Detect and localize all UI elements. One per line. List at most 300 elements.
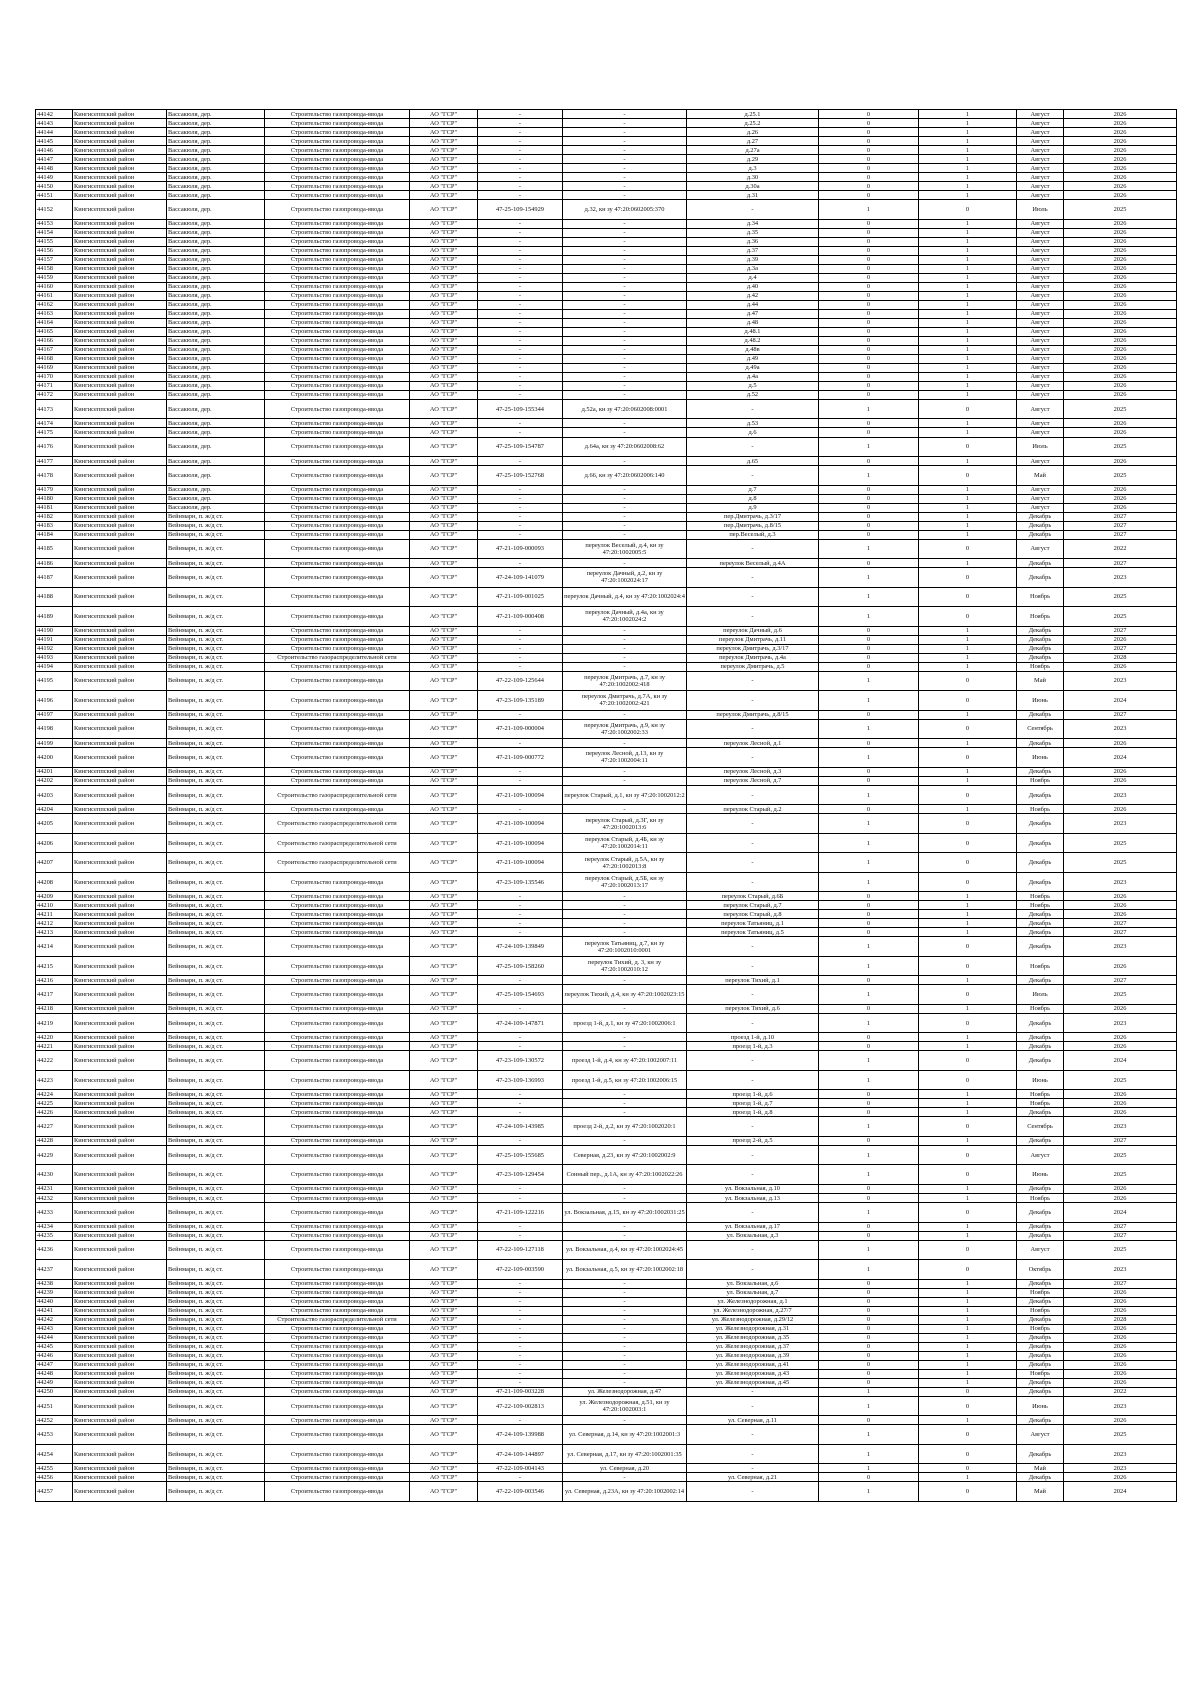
cell-row-number: 44169 — [36, 363, 73, 372]
cell-organization: АО "ГСР" — [410, 1070, 478, 1090]
table-row — [36, 1288, 1177, 1297]
cell-application-number: - — [478, 173, 563, 182]
cell-address: д.44 — [687, 300, 819, 309]
cell-row-number: 44168 — [36, 354, 73, 363]
cell-count-b: 1 — [919, 309, 1017, 318]
cell-year: 2023 — [1064, 719, 1177, 739]
cell-district: Кингисеппский район — [73, 155, 167, 164]
cell-settlement: Вейнмарн, п. ж/д ст. — [167, 1416, 265, 1425]
cell-application-number: - — [478, 219, 563, 228]
cell-count-a: 0 — [819, 919, 919, 928]
cell-settlement: Вассакюля, дер. — [167, 291, 265, 300]
cell-count-b: 1 — [919, 264, 1017, 273]
cell-count-b: 1 — [919, 1279, 1017, 1288]
cell-organization: АО "ГСР" — [410, 1360, 478, 1369]
cell-organization: АО "ГСР" — [410, 748, 478, 768]
cell-count-a: 1 — [819, 833, 919, 853]
cell-address-cadastral: - — [563, 919, 687, 928]
cell-count-b: 0 — [919, 1203, 1017, 1223]
cell-work-type: Строительство газопровода-ввода — [265, 1165, 410, 1185]
cell-organization: АО "ГСР" — [410, 428, 478, 437]
cell-application-number: 47-22-109-125644 — [478, 671, 563, 691]
cell-address-cadastral: - — [563, 237, 687, 246]
cell-address: д.27а — [687, 146, 819, 155]
cell-application-number: 47-21-109-000772 — [478, 748, 563, 768]
cell-address: - — [687, 671, 819, 691]
cell-application-number: 47-24-109-143985 — [478, 1117, 563, 1137]
cell-settlement: Вассакюля, дер. — [167, 466, 265, 486]
cell-work-type: Строительство газопровода-ввода — [265, 521, 410, 530]
cell-count-b: 0 — [919, 719, 1017, 739]
cell-count-b: 0 — [919, 833, 1017, 853]
cell-count-b: 1 — [919, 390, 1017, 399]
cell-address-cadastral: - — [563, 282, 687, 291]
cell-year: 2026 — [1064, 1042, 1177, 1051]
cell-district: Кингисеппский район — [73, 336, 167, 345]
cell-count-b: 0 — [919, 1482, 1017, 1502]
cell-count-b: 1 — [919, 1108, 1017, 1117]
cell-count-a: 1 — [819, 1165, 919, 1185]
cell-month: Декабрь — [1017, 767, 1064, 776]
cell-row-number: 44252 — [36, 1416, 73, 1425]
cell-district: Кингисеппский район — [73, 956, 167, 976]
cell-settlement: Вассакюля, дер. — [167, 264, 265, 273]
cell-address: переулок Лесной, д.7 — [687, 776, 819, 785]
cell-count-b: 1 — [919, 282, 1017, 291]
cell-district: Кингисеппский район — [73, 399, 167, 419]
cell-work-type: Строительство газопровода-ввода — [265, 910, 410, 919]
cell-organization: АО "ГСР" — [410, 457, 478, 466]
cell-address: переулок Старый, д.7 — [687, 901, 819, 910]
cell-work-type: Строительство газопровода-ввода — [265, 1033, 410, 1042]
cell-organization: АО "ГСР" — [410, 255, 478, 264]
cell-month: Декабрь — [1017, 1360, 1064, 1369]
cell-organization: АО "ГСР" — [410, 1396, 478, 1416]
cell-organization: АО "ГСР" — [410, 1425, 478, 1445]
cell-address: - — [687, 1240, 819, 1260]
cell-settlement: Вейнмарн, п. ж/д ст. — [167, 1396, 265, 1416]
table-row — [36, 671, 1177, 691]
cell-address-cadastral: - — [563, 1360, 687, 1369]
cell-address: д.36 — [687, 237, 819, 246]
table-row — [36, 503, 1177, 512]
cell-application-number: - — [478, 1279, 563, 1288]
cell-row-number: 44144 — [36, 128, 73, 137]
cell-address-cadastral: - — [563, 767, 687, 776]
cell-count-a: 1 — [819, 568, 919, 588]
cell-row-number: 44159 — [36, 273, 73, 282]
cell-count-a: 0 — [819, 1351, 919, 1360]
cell-organization: АО "ГСР" — [410, 282, 478, 291]
cell-organization: АО "ГСР" — [410, 372, 478, 381]
cell-count-b: 1 — [919, 1324, 1017, 1333]
cell-address-cadastral: переулок Дачный, д.4, кн зу 47:20:1002024:4 — [563, 587, 687, 607]
cell-district: Кингисеппский район — [73, 1464, 167, 1473]
table-row — [36, 1108, 1177, 1117]
cell-count-a: 1 — [819, 1117, 919, 1137]
cell-address-cadastral: - — [563, 1136, 687, 1145]
cell-month: Август — [1017, 128, 1064, 137]
cell-address-cadastral: - — [563, 1369, 687, 1378]
cell-year: 2027 — [1064, 976, 1177, 985]
cell-settlement: Вассакюля, дер. — [167, 336, 265, 345]
cell-organization: АО "ГСР" — [410, 671, 478, 691]
cell-address-cadastral: переулок Старый, д.5Б, кн зу 47:20:1002013:17 — [563, 872, 687, 892]
cell-count-a: 0 — [819, 255, 919, 264]
cell-district: Кингисеппский район — [73, 1145, 167, 1165]
cell-work-type: Строительство газопровода-ввода — [265, 985, 410, 1005]
cell-row-number: 44197 — [36, 710, 73, 719]
cell-row-number: 44226 — [36, 1108, 73, 1117]
cell-settlement: Вейнмарн, п. ж/д ст. — [167, 1108, 265, 1117]
cell-month: Ноябрь — [1017, 1369, 1064, 1378]
cell-application-number: - — [478, 635, 563, 644]
cell-organization: АО "ГСР" — [410, 1042, 478, 1051]
cell-row-number: 44248 — [36, 1369, 73, 1378]
cell-application-number: - — [478, 318, 563, 327]
cell-address: ул. Железнодорожная, д.43 — [687, 1369, 819, 1378]
cell-year: 2026 — [1064, 300, 1177, 309]
cell-count-a: 1 — [819, 1240, 919, 1260]
cell-address: проезд 1-й, д.3 — [687, 1042, 819, 1051]
cell-work-type: Строительство газопровода-ввода — [265, 363, 410, 372]
cell-count-a: 0 — [819, 485, 919, 494]
cell-address-cadastral: - — [563, 503, 687, 512]
cell-application-number: - — [478, 1288, 563, 1297]
cell-month: Декабрь — [1017, 1013, 1064, 1033]
cell-count-a: 0 — [819, 457, 919, 466]
cell-organization: АО "ГСР" — [410, 1288, 478, 1297]
cell-settlement: Вейнмарн, п. ж/д ст. — [167, 1306, 265, 1315]
cell-row-number: 44257 — [36, 1482, 73, 1502]
cell-year: 2026 — [1064, 956, 1177, 976]
cell-settlement: Вейнмарн, п. ж/д ст. — [167, 872, 265, 892]
cell-application-number: - — [478, 653, 563, 662]
table-row — [36, 457, 1177, 466]
table-row — [36, 173, 1177, 182]
cell-count-b: 1 — [919, 485, 1017, 494]
table-row — [36, 805, 1177, 814]
cell-count-a: 1 — [819, 691, 919, 711]
cell-settlement: Вейнмарн, п. ж/д ст. — [167, 1240, 265, 1260]
cell-year: 2026 — [1064, 354, 1177, 363]
cell-month: Июнь — [1017, 1070, 1064, 1090]
cell-district: Кингисеппский район — [73, 785, 167, 805]
cell-address-cadastral: - — [563, 1184, 687, 1193]
cell-application-number: - — [478, 1033, 563, 1042]
cell-month: Август — [1017, 318, 1064, 327]
cell-row-number: 44210 — [36, 901, 73, 910]
cell-month: Декабрь — [1017, 1042, 1064, 1051]
cell-month: Ноябрь — [1017, 901, 1064, 910]
cell-district: Кингисеппский район — [73, 607, 167, 627]
cell-row-number: 44152 — [36, 200, 73, 220]
cell-row-number: 44207 — [36, 853, 73, 873]
cell-address: переулок Дмитрачь, д.3/17 — [687, 644, 819, 653]
cell-address-cadastral: - — [563, 1033, 687, 1042]
cell-settlement: Вассакюля, дер. — [167, 419, 265, 428]
cell-address: д.31 — [687, 191, 819, 200]
cell-count-b: 1 — [919, 146, 1017, 155]
cell-organization: АО "ГСР" — [410, 1090, 478, 1099]
cell-address: переулок Старый, д.6Б — [687, 892, 819, 901]
cell-organization: АО "ГСР" — [410, 539, 478, 559]
cell-row-number: 44162 — [36, 300, 73, 309]
cell-settlement: Вассакюля, дер. — [167, 485, 265, 494]
document-sheet — [35, 109, 1176, 1502]
cell-count-b: 1 — [919, 1333, 1017, 1342]
cell-work-type: Строительство газопровода-ввода — [265, 399, 410, 419]
cell-application-number: - — [478, 428, 563, 437]
cell-district: Кингисеппский район — [73, 1117, 167, 1137]
cell-application-number: - — [478, 1342, 563, 1351]
cell-organization: АО "ГСР" — [410, 919, 478, 928]
cell-count-a: 1 — [819, 1013, 919, 1033]
cell-work-type: Строительство газопровода-ввода — [265, 1013, 410, 1033]
cell-year: 2023 — [1064, 1117, 1177, 1137]
table-row — [36, 1004, 1177, 1013]
cell-month: Декабрь — [1017, 710, 1064, 719]
cell-count-b: 1 — [919, 776, 1017, 785]
cell-application-number: - — [478, 119, 563, 128]
cell-count-b: 0 — [919, 1013, 1017, 1033]
table-row — [36, 494, 1177, 503]
table-row — [36, 309, 1177, 318]
cell-year: 2027 — [1064, 530, 1177, 539]
cell-district: Кингисеппский район — [73, 318, 167, 327]
cell-address-cadastral: - — [563, 146, 687, 155]
cell-work-type: Строительство газораспределительной сети — [265, 785, 410, 805]
cell-count-a: 1 — [819, 1396, 919, 1416]
cell-count-a: 0 — [819, 345, 919, 354]
cell-count-a: 1 — [819, 399, 919, 419]
cell-address-cadastral: Северная, д.23, кн зу 47:20:1002002:9 — [563, 1145, 687, 1165]
cell-row-number: 44151 — [36, 191, 73, 200]
cell-year: 2026 — [1064, 1090, 1177, 1099]
cell-application-number: - — [478, 776, 563, 785]
cell-address-cadastral: - — [563, 910, 687, 919]
cell-year: 2028 — [1064, 1315, 1177, 1324]
cell-settlement: Вейнмарн, п. ж/д ст. — [167, 671, 265, 691]
cell-address-cadastral: переулок Татьяниц, д.7, кн зу 47:20:1002010:0001 — [563, 937, 687, 957]
cell-application-number: - — [478, 155, 563, 164]
cell-count-a: 0 — [819, 1184, 919, 1193]
cell-row-number: 44173 — [36, 399, 73, 419]
cell-application-number: 47-23-109-135189 — [478, 691, 563, 711]
cell-count-b: 1 — [919, 1033, 1017, 1042]
cell-application-number: - — [478, 228, 563, 237]
cell-count-b: 1 — [919, 336, 1017, 345]
cell-address-cadastral: переулок Старый, д.1, кн зу 47:20:1002012:2 — [563, 785, 687, 805]
cell-address-cadastral: - — [563, 485, 687, 494]
cell-count-b: 0 — [919, 1165, 1017, 1185]
cell-year: 2023 — [1064, 1260, 1177, 1280]
cell-address: д.48.1 — [687, 327, 819, 336]
cell-address: д.65 — [687, 457, 819, 466]
cell-organization: АО "ГСР" — [410, 1351, 478, 1360]
cell-settlement: Вассакюля, дер. — [167, 390, 265, 399]
cell-settlement: Вассакюля, дер. — [167, 200, 265, 220]
cell-month: Декабрь — [1017, 559, 1064, 568]
cell-month: Декабрь — [1017, 1136, 1064, 1145]
cell-address-cadastral: проезд 2-й, д.2, кн зу 47:20:1002020:1 — [563, 1117, 687, 1137]
cell-organization: АО "ГСР" — [410, 399, 478, 419]
gasification-table — [35, 109, 1177, 1502]
cell-address-cadastral: - — [563, 805, 687, 814]
cell-count-b: 0 — [919, 1070, 1017, 1090]
cell-count-b: 1 — [919, 1042, 1017, 1051]
cell-row-number: 44236 — [36, 1240, 73, 1260]
cell-count-b: 1 — [919, 119, 1017, 128]
cell-address: ул. Вокзальная, д.10 — [687, 1184, 819, 1193]
cell-count-b: 1 — [919, 976, 1017, 985]
cell-address: ул. Вокзальная, д.3 — [687, 1231, 819, 1240]
cell-organization: АО "ГСР" — [410, 1231, 478, 1240]
cell-organization: АО "ГСР" — [410, 1306, 478, 1315]
cell-address: пер.Дмитрачь, д.8/15 — [687, 521, 819, 530]
cell-address-cadastral: - — [563, 494, 687, 503]
cell-district: Кингисеппский район — [73, 1473, 167, 1482]
cell-row-number: 44175 — [36, 428, 73, 437]
cell-month: Июнь — [1017, 1165, 1064, 1185]
cell-organization: АО "ГСР" — [410, 155, 478, 164]
table-row — [36, 1464, 1177, 1473]
cell-address: ул. Железнодорожная, д.1 — [687, 1297, 819, 1306]
cell-settlement: Вассакюля, дер. — [167, 494, 265, 503]
cell-district: Кингисеппский район — [73, 1090, 167, 1099]
cell-settlement: Вейнмарн, п. ж/д ст. — [167, 1033, 265, 1042]
cell-work-type: Строительство газопровода-ввода — [265, 530, 410, 539]
cell-work-type: Строительство газопровода-ввода — [265, 291, 410, 300]
cell-application-number: - — [478, 530, 563, 539]
cell-application-number: - — [478, 273, 563, 282]
cell-address: переулок Дмитрачь, д.8/15 — [687, 710, 819, 719]
cell-address: д.27 — [687, 137, 819, 146]
cell-application-number: - — [478, 1473, 563, 1482]
cell-work-type: Строительство газопровода-ввода — [265, 273, 410, 282]
cell-count-b: 1 — [919, 273, 1017, 282]
cell-row-number: 44204 — [36, 805, 73, 814]
cell-row-number: 44166 — [36, 336, 73, 345]
cell-row-number: 44143 — [36, 119, 73, 128]
cell-district: Кингисеппский район — [73, 671, 167, 691]
cell-district: Кингисеппский район — [73, 246, 167, 255]
cell-settlement: Вейнмарн, п. ж/д ст. — [167, 901, 265, 910]
cell-month: Август — [1017, 399, 1064, 419]
cell-count-a: 1 — [819, 853, 919, 873]
table-row — [36, 748, 1177, 768]
cell-year: 2025 — [1064, 437, 1177, 457]
cell-settlement: Вейнмарн, п. ж/д ст. — [167, 1288, 265, 1297]
cell-count-a: 1 — [819, 719, 919, 739]
cell-address: д.48 — [687, 318, 819, 327]
table-row — [36, 282, 1177, 291]
cell-address-cadastral: ул. Северная, д.20 — [563, 1464, 687, 1473]
cell-address-cadastral: - — [563, 1099, 687, 1108]
cell-organization: АО "ГСР" — [410, 691, 478, 711]
cell-district: Кингисеппский район — [73, 1004, 167, 1013]
cell-month: Декабрь — [1017, 833, 1064, 853]
cell-year: 2025 — [1064, 200, 1177, 220]
cell-month: Август — [1017, 390, 1064, 399]
cell-month: Декабрь — [1017, 1231, 1064, 1240]
cell-work-type: Строительство газопровода-ввода — [265, 146, 410, 155]
cell-year: 2027 — [1064, 928, 1177, 937]
cell-organization: АО "ГСР" — [410, 1387, 478, 1396]
cell-organization: АО "ГСР" — [410, 1444, 478, 1464]
cell-address-cadastral: - — [563, 309, 687, 318]
cell-count-b: 1 — [919, 428, 1017, 437]
cell-count-a: 0 — [819, 1108, 919, 1117]
cell-district: Кингисеппский район — [73, 191, 167, 200]
cell-count-b: 1 — [919, 626, 1017, 635]
cell-settlement: Вейнмарн, п. ж/д ст. — [167, 719, 265, 739]
cell-address: - — [687, 568, 819, 588]
cell-year: 2028 — [1064, 653, 1177, 662]
cell-work-type: Строительство газопровода-ввода — [265, 137, 410, 146]
cell-address-cadastral: д.64а, кн зу 47:20:0602008:62 — [563, 437, 687, 457]
cell-year: 2027 — [1064, 512, 1177, 521]
cell-work-type: Строительство газопровода-ввода — [265, 739, 410, 748]
cell-count-b: 1 — [919, 155, 1017, 164]
table-row — [36, 327, 1177, 336]
cell-application-number: 47-24-109-141079 — [478, 568, 563, 588]
cell-row-number: 44238 — [36, 1279, 73, 1288]
cell-application-number: - — [478, 237, 563, 246]
cell-work-type: Строительство газопровода-ввода — [265, 182, 410, 191]
cell-settlement: Вейнмарн, п. ж/д ст. — [167, 1378, 265, 1387]
cell-settlement: Вейнмарн, п. ж/д ст. — [167, 833, 265, 853]
cell-year: 2026 — [1064, 1194, 1177, 1203]
cell-count-a: 1 — [819, 466, 919, 486]
cell-organization: АО "ГСР" — [410, 607, 478, 627]
cell-row-number: 44214 — [36, 937, 73, 957]
cell-count-b: 0 — [919, 1425, 1017, 1445]
cell-count-b: 1 — [919, 137, 1017, 146]
cell-year: 2026 — [1064, 805, 1177, 814]
cell-address-cadastral: - — [563, 354, 687, 363]
cell-district: Кингисеппский район — [73, 539, 167, 559]
table-row — [36, 1444, 1177, 1464]
cell-application-number: 47-21-109-100094 — [478, 785, 563, 805]
cell-application-number: - — [478, 264, 563, 273]
cell-work-type: Строительство газопровода-ввода — [265, 457, 410, 466]
cell-count-a: 0 — [819, 318, 919, 327]
cell-row-number: 44149 — [36, 173, 73, 182]
cell-organization: АО "ГСР" — [410, 1136, 478, 1145]
cell-settlement: Вассакюля, дер. — [167, 237, 265, 246]
cell-row-number: 44163 — [36, 309, 73, 318]
cell-address: ул. Железнодорожная, д.31 — [687, 1324, 819, 1333]
cell-district: Кингисеппский район — [73, 626, 167, 635]
cell-address-cadastral: - — [563, 228, 687, 237]
cell-count-a: 1 — [819, 1203, 919, 1223]
cell-month: Декабрь — [1017, 785, 1064, 805]
cell-address-cadastral: - — [563, 363, 687, 372]
cell-address-cadastral: - — [563, 1342, 687, 1351]
cell-application-number: - — [478, 282, 563, 291]
table-row — [36, 390, 1177, 399]
cell-work-type: Строительство газопровода-ввода — [265, 327, 410, 336]
cell-settlement: Вейнмарн, п. ж/д ст. — [167, 1351, 265, 1360]
cell-application-number: - — [478, 805, 563, 814]
cell-organization: АО "ГСР" — [410, 512, 478, 521]
cell-organization: АО "ГСР" — [410, 1033, 478, 1042]
cell-count-a: 0 — [819, 354, 919, 363]
cell-work-type: Строительство газопровода-ввода — [265, 155, 410, 164]
cell-address-cadastral: проезд 1-й, д.4, кн зу 47:20:1002007:11 — [563, 1051, 687, 1071]
cell-organization: АО "ГСР" — [410, 1117, 478, 1137]
